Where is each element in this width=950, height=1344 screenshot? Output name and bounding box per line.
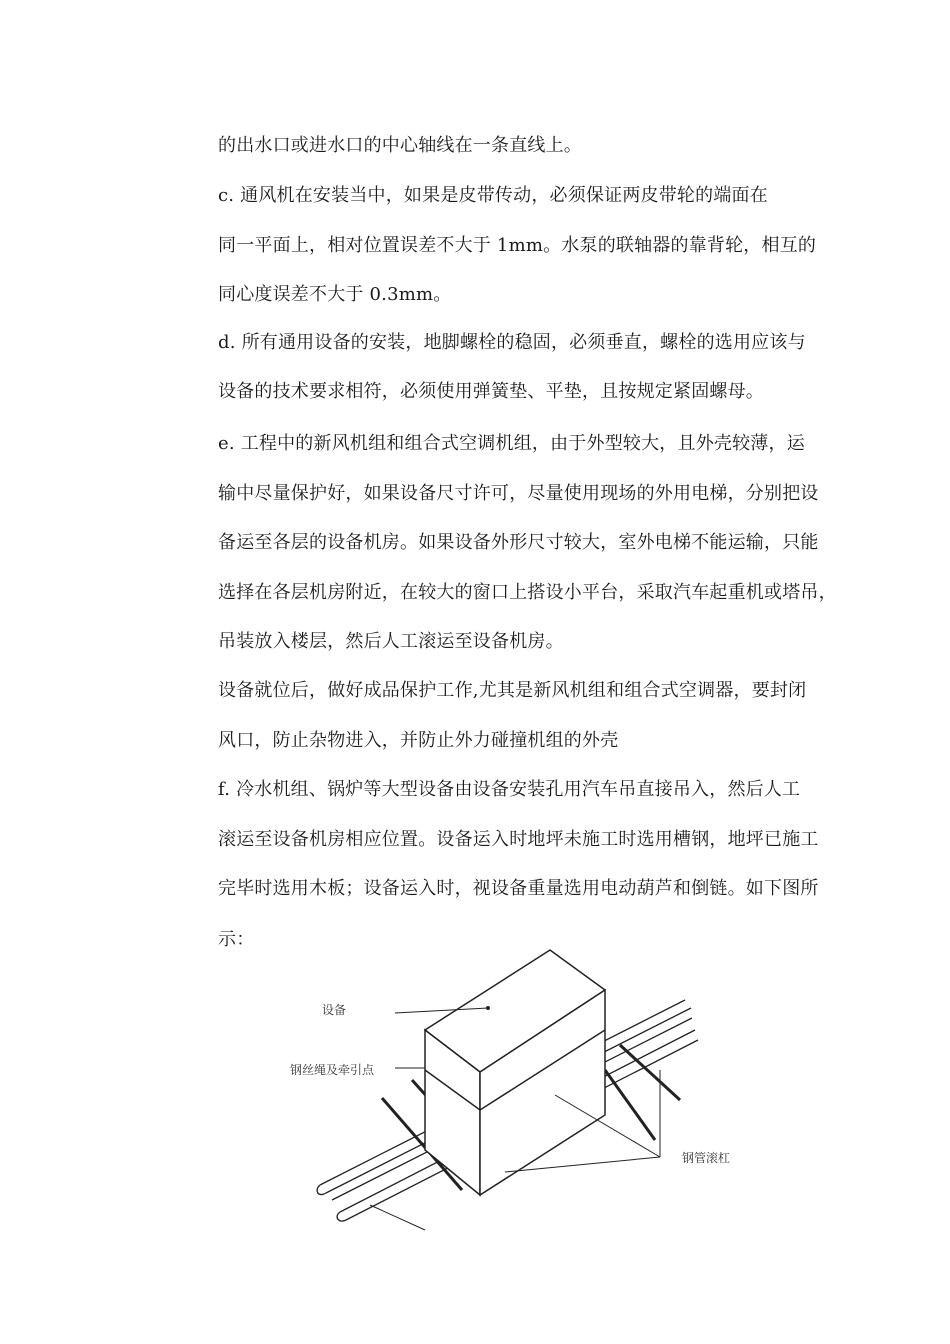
equipment-box xyxy=(425,950,605,1195)
text-line: 同心度误差不大于 0.3mm。 xyxy=(218,284,452,305)
label-rope-traction-point: 钢丝绳及牵引点 xyxy=(290,1063,375,1077)
text-line: 吊装放入楼层，然后人工滚运至设备机房。 xyxy=(218,631,564,652)
diagram-drawing xyxy=(290,950,731,1240)
text-line: d. 所有通用设备的安装，地脚螺栓的稳固，必须垂直，螺栓的选用应该与 xyxy=(218,332,806,353)
text-line: 风口，防止杂物进入，并防止外力碰撞机组的外壳 xyxy=(218,730,619,751)
text-line: 备运至各层的设备机房。如果设备外形尺寸较大，室外电梯不能运输，只能 xyxy=(218,532,819,553)
text-line: 同一平面上，相对位置误差不大于 1mm。水泵的联轴器的靠背轮，相互的 xyxy=(218,235,817,256)
equipment-rolling-diagram xyxy=(290,950,731,1240)
text-line: 完毕时选用木板；设备运入时，视设备重量选用电动葫芦和倒链。如下图所 xyxy=(218,878,819,899)
text-line: 选择在各层机房附近，在较大的窗口上搭设小平台，采取汽车起重机或塔吊， xyxy=(218,582,837,603)
text-line: f. 冷水机组、锅炉等大型设备由设备安装孔用汽车吊直接吊入，然后人工 xyxy=(218,779,801,800)
text-line: 输中尽量保护好，如果设备尺寸许可，尽量使用现场的外用电梯，分别把设 xyxy=(218,483,819,504)
text-line: 示： xyxy=(218,929,255,950)
text-line: 设备的技术要求相符，必须使用弹簧垫、平垫，且按规定紧固螺母。 xyxy=(218,381,764,402)
text-line: 设备就位后，做好成品保护工作,尤其是新风机组和组合式空调器，要封闭 xyxy=(218,680,807,701)
label-equipment: 设备 xyxy=(322,1003,347,1017)
text-line: e. 工程中的新风机组和组合式空调机组，由于外型较大，且外壳较薄，运 xyxy=(218,433,805,454)
text-line: c. 通风机在安装当中，如果是皮带传动，必须保证两皮带轮的端面在 xyxy=(218,185,768,206)
text-line: 的出水口或进水口的中心轴线在一条直线上。 xyxy=(218,135,582,156)
label-steel-pipe-rollers: 钢管滚杠 xyxy=(682,1151,731,1165)
text-line: 滚运至设备机房相应位置。设备运入时地坪未施工时选用槽钢，地坪已施工 xyxy=(218,829,819,850)
